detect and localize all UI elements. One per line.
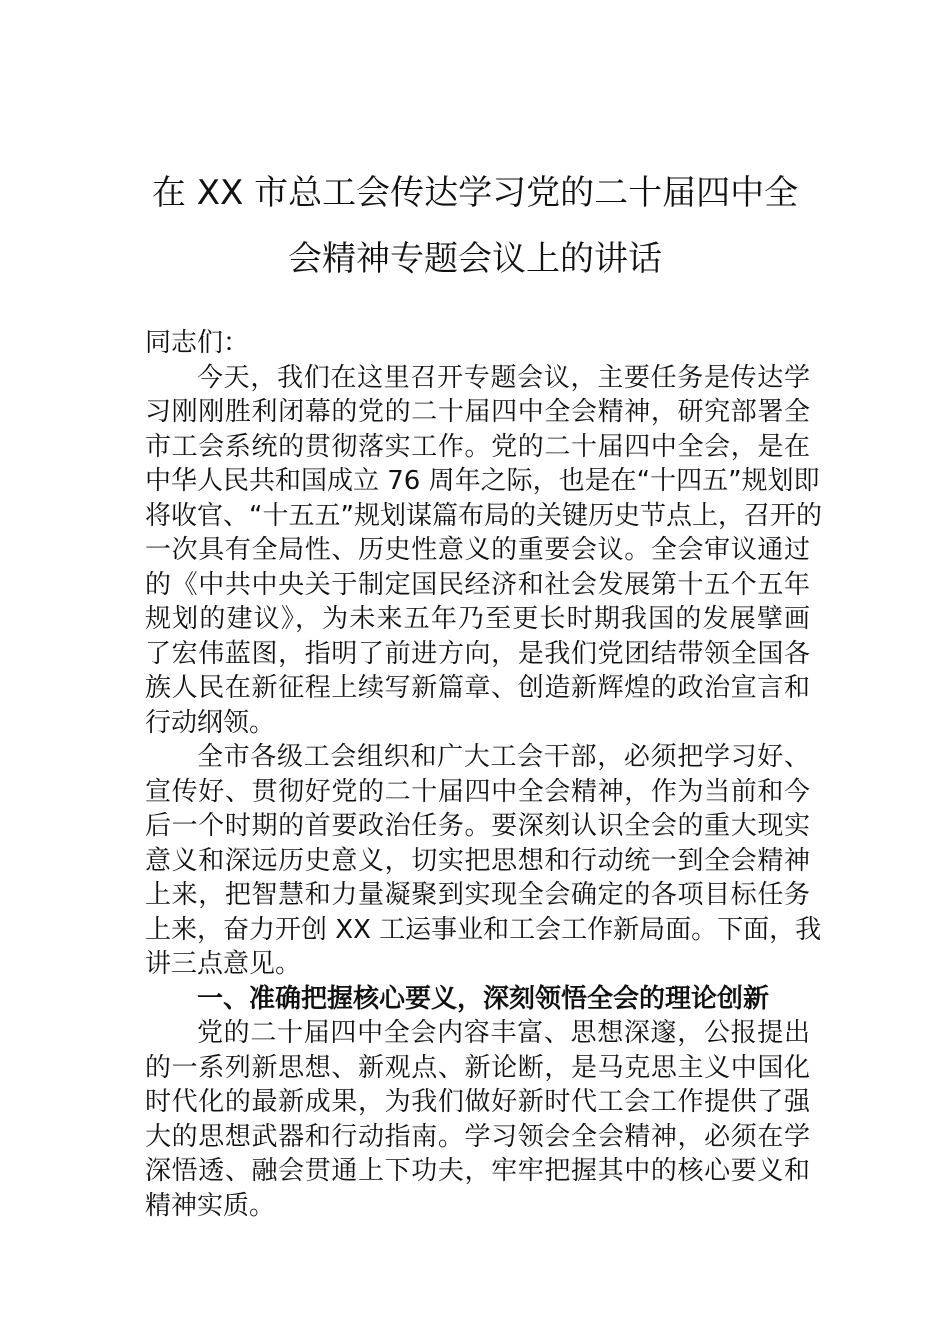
paragraph-line: 全市各级工会组织和广大工会干部，必须把学习好、: [197, 742, 810, 772]
paragraph-line: 了宏伟蓝图，指明了前进方向，是我们党团结带领全国各: [145, 638, 810, 669]
paragraph-line: 宣传好、贯彻好党的二十届四中全会精神，作为当前和今: [145, 776, 810, 807]
paragraph-line: 一次具有全局性、历史性意义的重要会议。全会审议通过: [145, 535, 810, 565]
paragraph-line: 大的思想武器和行动指南。学习领会全会精神，必须在学: [145, 1121, 810, 1152]
paragraph-line: 今天，我们在这里召开专题会议，主要任务是传达学: [197, 362, 810, 393]
section-heading: 一、准确把握核心要义，深刻领悟全会的理论创新: [197, 983, 770, 1014]
paragraph-line: 规划的建议》，为未来五年乃至更长时期我国的发展擘画: [145, 604, 810, 634]
paragraph-line: 后一个时期的首要政治任务。要深刻认识全会的重大现实: [145, 811, 810, 841]
paragraph-line: 时代化的最新成果，为我们做好新时代工会工作提供了强: [145, 1087, 810, 1117]
salutation: 同志们：: [145, 328, 250, 358]
paragraph-2: [145, 740, 822, 982]
title-line-2: 会精神专题会议上的讲话: [288, 239, 662, 279]
paragraph-line: 市工会系统的贯彻落实工作。党的二十届四中全会，是在: [145, 431, 810, 462]
paragraph-line: 将收官、“十五五”规划谋篇布局的关键历史节点上，召开的: [145, 500, 822, 531]
paragraph-line: 上来，奋力开创 XX 工运事业和工会工作新局面。下面，我: [145, 914, 822, 945]
title-line-1: 在 XX 市总工会传达学习党的二十届四中全: [151, 173, 799, 213]
paragraph-line: 讲三点意见。: [145, 949, 302, 979]
paragraph-line: 意义和深远历史意义，切实把思想和行动统一到全会精神: [145, 845, 810, 876]
paragraph-line: 的一系列新思想、新观点、新论断，是马克思主义中国化: [145, 1052, 810, 1083]
document-title: [140, 160, 810, 292]
paragraph-3: [145, 1016, 810, 1223]
document-body: [145, 326, 822, 1223]
paragraph-1: [145, 361, 822, 741]
paragraph-line: 深悟透、融会贯通上下功夫，牢牢把握其中的核心要义和: [145, 1156, 810, 1186]
paragraph-line: 党的二十届四中全会内容丰富、思想深邃，公报提出: [197, 1018, 810, 1048]
paragraph-line: 行动纲领。: [145, 707, 276, 738]
paragraph-line: 上来，把智慧和力量凝聚到实现全会确定的各项目标任务: [145, 880, 810, 910]
paragraph-line: 的《中共中央关于制定国民经济和社会发展第十五个五年: [145, 569, 810, 600]
paragraph-line: 精神实质。: [145, 1190, 276, 1221]
paragraph-line: 族人民在新征程上续写新篇章、创造新辉煌的政治宣言和: [145, 673, 810, 703]
paragraph-line: 中华人民共和国成立 76 周年之际，也是在“十四五”规划即: [145, 466, 820, 496]
paragraph-line: 习刚刚胜利闭幕的党的二十届四中全会精神，研究部署全: [145, 397, 810, 427]
